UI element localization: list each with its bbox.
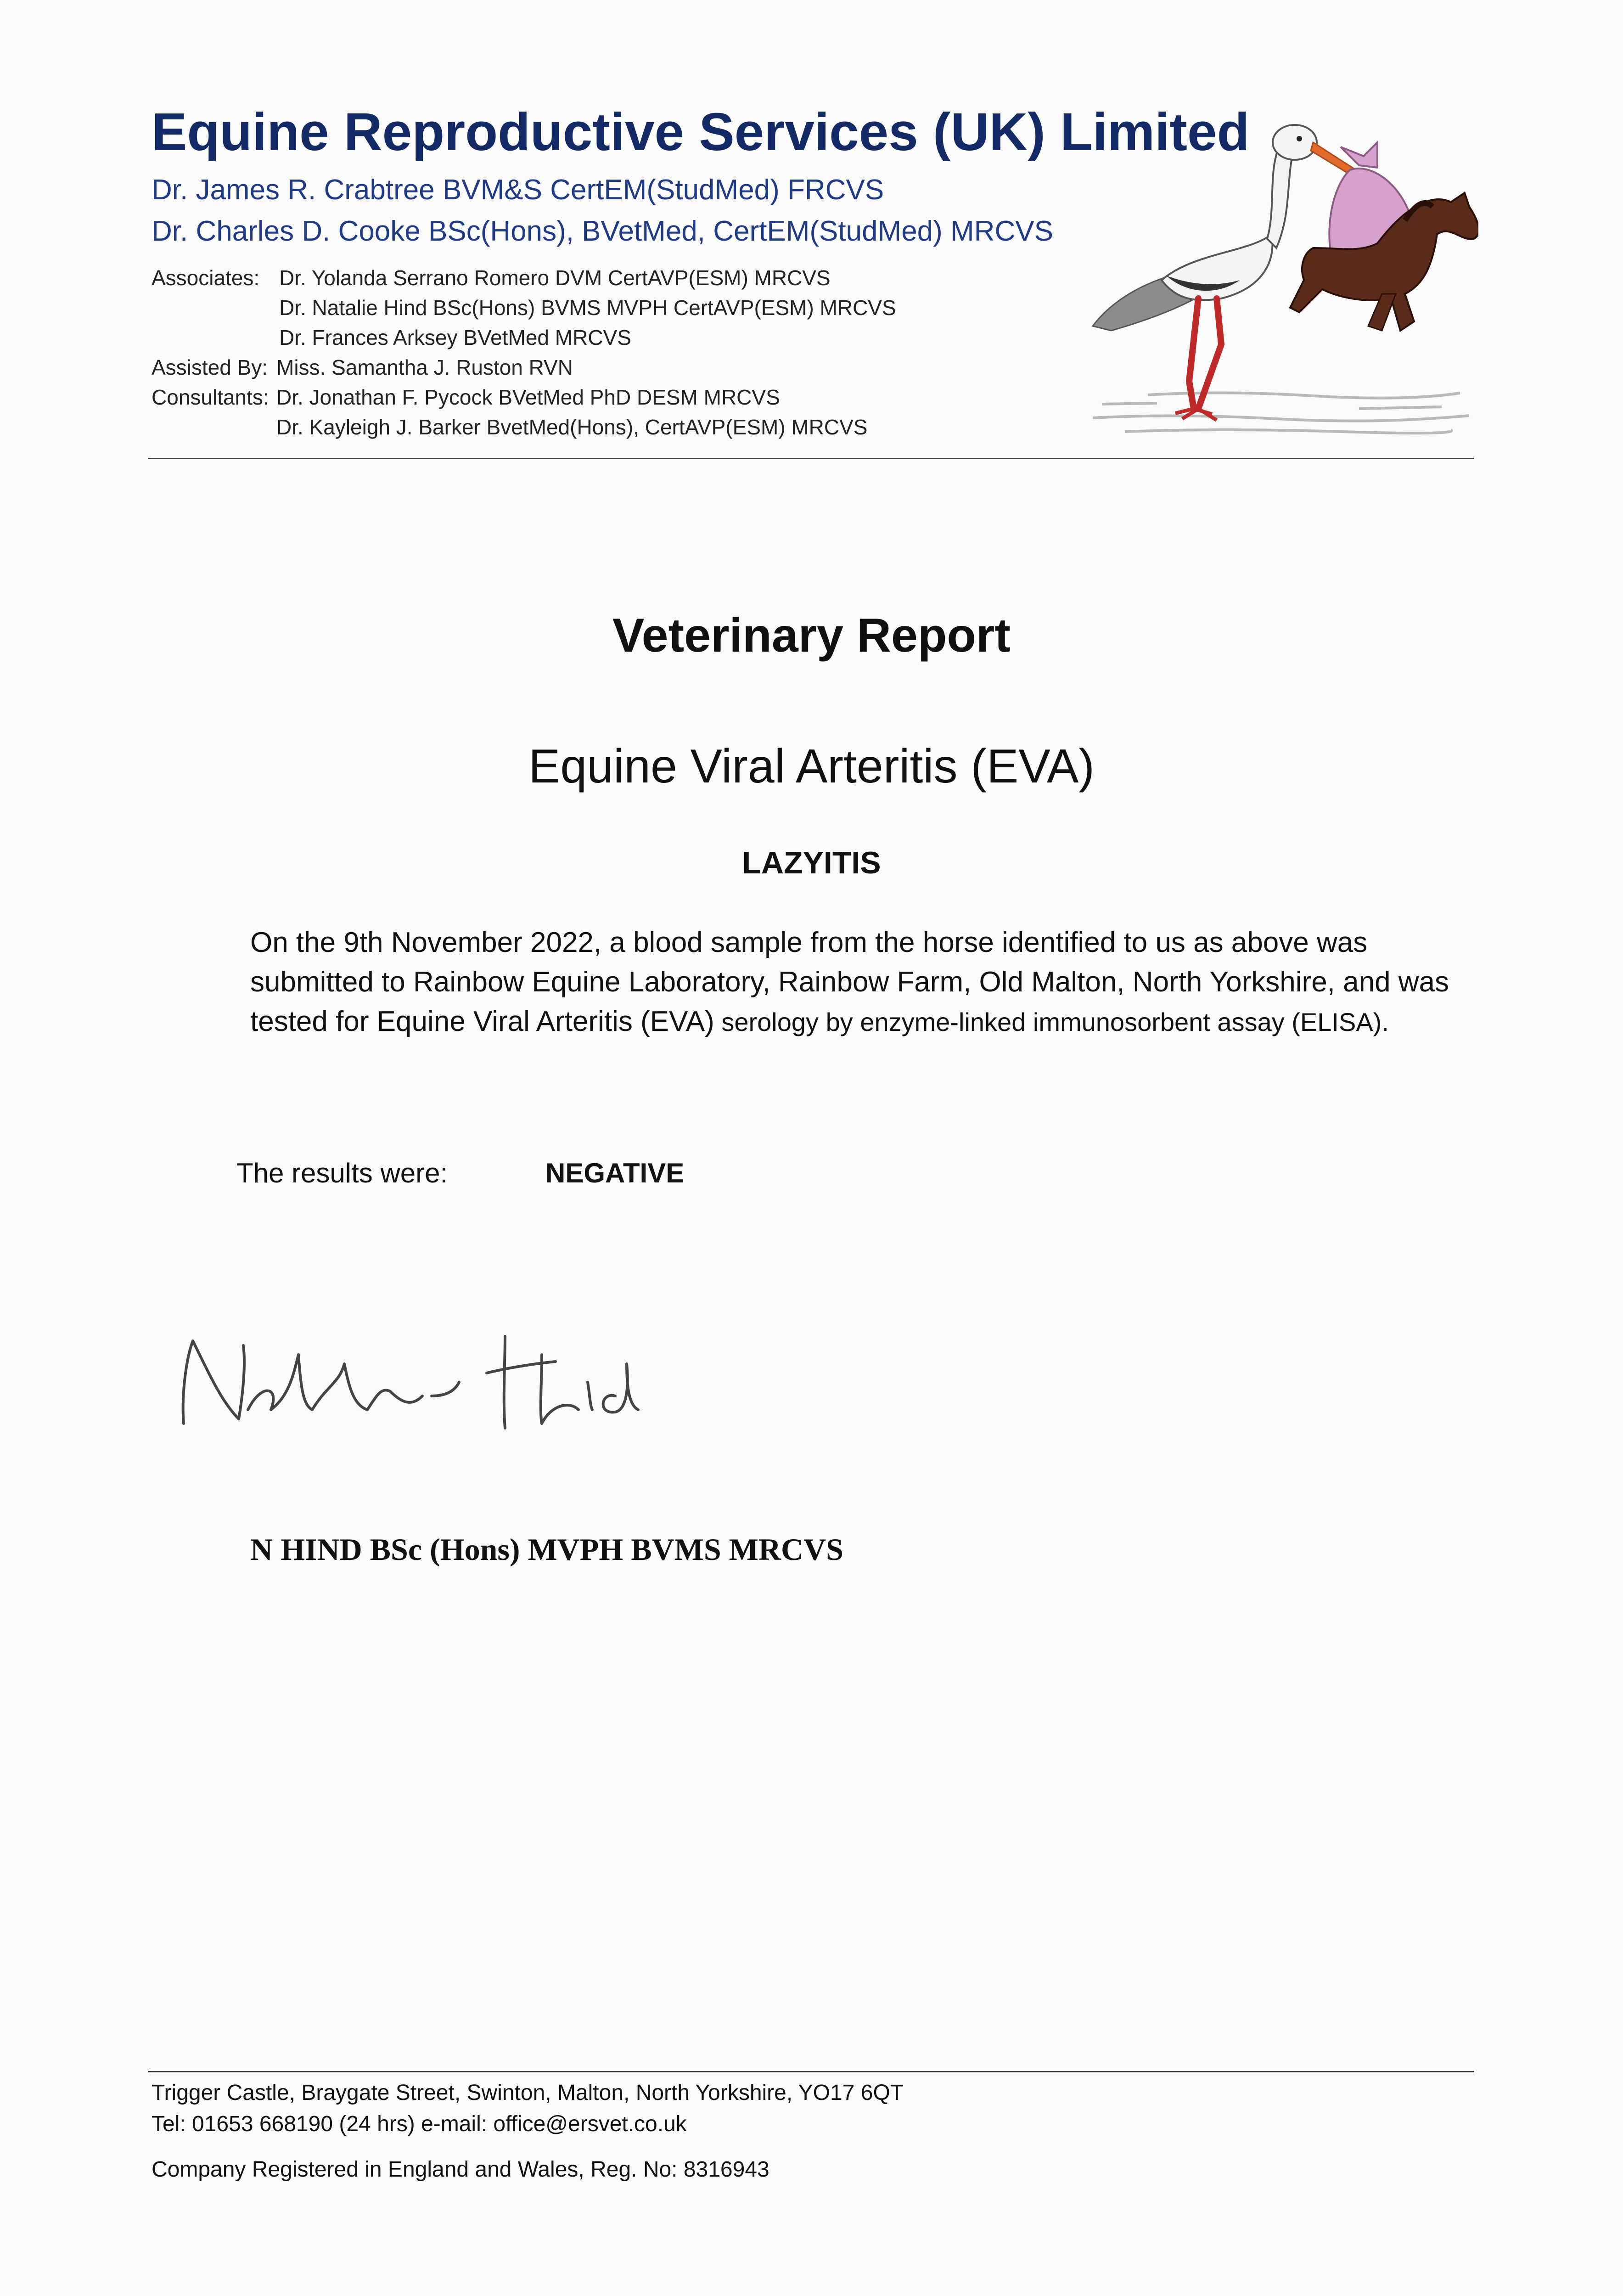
- horse-name: LAZYITIS: [742, 845, 881, 880]
- report-paragraph: [250, 923, 1481, 1042]
- paragraph-tail: serology by enzyme-linked immunosorbent assay (ELISA).: [714, 1007, 1389, 1036]
- stork-carrying-foal-logo-icon: [1084, 115, 1478, 436]
- consultant-1: Dr. Jonathan F. Pycock BVetMed PhD DESM MRCVS: [276, 385, 780, 409]
- header-divider: [148, 458, 1474, 459]
- company-name: Equine Reproductive Services (UK) Limited: [152, 102, 1250, 162]
- results-value: NEGATIVE: [545, 1158, 685, 1188]
- footer-divider: [148, 2071, 1474, 2072]
- assistant: Miss. Samantha J. Ruston RVN: [276, 355, 573, 379]
- associate-3: Dr. Frances Arksey BVetMed MRCVS: [279, 326, 631, 349]
- signer-name: N HIND BSc (Hons) MVPH BVMS MRCVS: [250, 1532, 843, 1567]
- footer-registration: Company Registered in England and Wales, Reg. No: 8316943: [152, 2157, 769, 2182]
- footer-address: Trigger Castle, Braygate Street, Swinton, Malton, North Yorkshire, YO17 6QT: [152, 2081, 904, 2105]
- report-title: Veterinary Report: [612, 609, 1011, 662]
- associate-2: Dr. Natalie Hind BSc(Hons) BVMS MVPH CertAVP(ESM) MRCVS: [279, 296, 896, 320]
- principal-vet-1: Dr. James R. Crabtree BVM&S CertEM(StudMed) FRCVS: [152, 174, 884, 206]
- results-label: The results were:: [236, 1158, 448, 1188]
- principal-vet-2: Dr. Charles D. Cooke BSc(Hons), BVetMed, CertEM(StudMed) MRCVS: [152, 215, 1053, 247]
- paragraph-main: On the 9th November 2022, a blood sample from the horse identified to us as above was submitted to Rainbow Equine Laboratory, Rainbow Farm, Old Malton, North Yorkshire, and was tested for Equine Viral Arteritis (EVA): [250, 927, 1449, 1037]
- handwritten-signature-icon: [174, 1318, 725, 1446]
- footer-contact: Tel: 01653 668190 (24 hrs) e-mail: office@ersvet.co.uk: [152, 2112, 687, 2136]
- associates-label: Associates:: [152, 266, 260, 290]
- consultant-2: Dr. Kayleigh J. Barker BvetMed(Hons), CertAVP(ESM) MRCVS: [276, 415, 868, 439]
- consultants-label: Consultants:: [152, 385, 269, 409]
- associate-1: Dr. Yolanda Serrano Romero DVM CertAVP(ESM) MRCVS: [279, 266, 831, 290]
- report-subtitle: Equine Viral Arteritis (EVA): [528, 740, 1095, 793]
- assisted-by-label: Assisted By:: [152, 355, 268, 379]
